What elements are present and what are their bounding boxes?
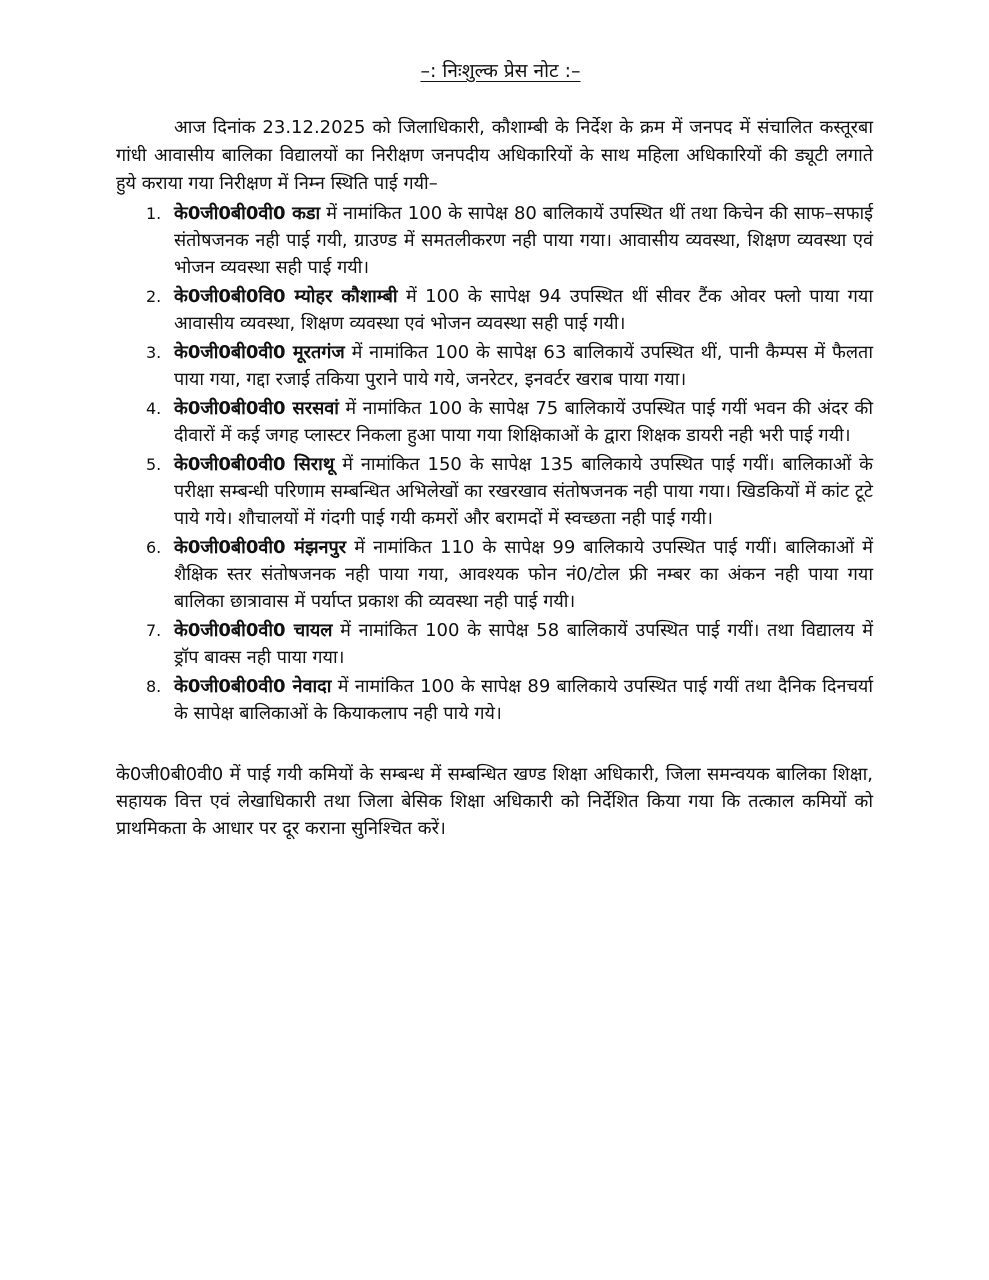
- list-item: [116, 673, 873, 727]
- item-text: में नामांकित 100 के सापेक्ष 58 बालिकायें उपस्थित पाई गयीं। तथा विद्यालय में ड्रॉप बाक्स नही पाया गया।: [174, 620, 873, 668]
- closing-paragraph: के0जी0बी0वी0 में पाई गयी कमियों के सम्बन्ध में सम्बन्धित खण्ड शिक्षा अधिकारी, जिला समन्वयक बालिका शिक्षा, सहायक वित्त एवं लेखाधिकारी तथा जिला बेसिक शिक्षा अधिकारी को निर्देशित किया गया कि तत्काल कमियों को प्राथमिकता के आधार पर दूर कराना सुनिश्चित करें।: [116, 764, 873, 839]
- item-text: में नामांकित 150 के सापेक्ष 135 बालिकाये उपस्थित पाई गयीं। बालिकाओं के परीक्षा सम्बन्धी परिणाम सम्बन्धित अभिलेखों का रखरखाव संतोषजनक नही पाया गया। खिडकियों में कांट टूटे पाये गये। शौचालयों में गंदगी पाई गयी कमरों और बरामदों में स्वच्छता नही पाई गयी।: [174, 454, 873, 529]
- item-text: में नामांकित 100 के सापेक्ष 80 बालिकायें उपस्थित थीं तथा किचेन की साफ–सफाई संतोषजनक नही पाई गयी, ग्राउण्ड में समतलीकरण नही पाया गया। आवासीय व्यवस्था, शिक्षण व्यवस्था एवं भोजन व्यवस्था सही पाई गयी।: [174, 203, 873, 278]
- inspection-list: [116, 200, 873, 727]
- school-name: के0जी0बी0वी0 सिराथू: [174, 454, 335, 475]
- item-text: में नामांकित 100 के सापेक्ष 63 बालिकायें उपस्थित थीं, पानी कैम्पस में फैलता पाया गया, गद्दा रजाई तकिया पुराने पाये गये, जनरेटर, इनवर्टर खराब पाया गया।: [174, 342, 873, 390]
- list-item: [116, 451, 873, 532]
- school-name: के0जी0बी0वी0 सरसवां: [174, 398, 339, 419]
- school-name: के0जी0बी0वि0 म्योहर कौशाम्बी: [174, 286, 398, 307]
- school-name: के0जी0बी0वी0 मूरतगंज: [174, 342, 345, 363]
- school-name: के0जी0बी0वी0 चायल: [174, 620, 333, 641]
- page-title: –: निःशुल्क प्रेस नोट :–: [420, 60, 581, 82]
- list-item: [116, 283, 873, 337]
- list-item: [116, 339, 873, 393]
- intro-paragraph: आज दिनांक 23.12.2025 को जिलाधिकारी, कौशाम्बी के निर्देश के क्रम में जनपद में संचालित कस्तूरबा गांधी आवासीय बालिका विद्यालयों का निरीक्षण जनपदीय अधिकारियों के साथ महिला अधिकारियों की ड्यूटी लगाते हुये कराया गया निरीक्षण में निम्न स्थिति पाई गयी–: [116, 117, 873, 194]
- list-item: [116, 200, 873, 281]
- item-number: 7.: [146, 621, 162, 640]
- item-number: 6.: [146, 538, 162, 557]
- school-name: के0जी0बी0वी0 कडा: [174, 203, 321, 224]
- list-item: [116, 534, 873, 615]
- school-name: के0जी0बी0वी0 मंझनपुर: [174, 537, 347, 558]
- school-name: के0जी0बी0वी0 नेवादा: [174, 676, 332, 697]
- item-number: 5.: [146, 455, 162, 474]
- item-number: 8.: [146, 677, 162, 696]
- item-text: में नामांकित 110 के सापेक्ष 99 बालिकाये उपस्थित पाई गयीं। बालिकाओं में शैक्षिक स्तर संतोषजनक नही पाया गया, आवश्यक फोन नं0/टोल फ्री नम्बर का अंकन नही पाया गया बालिका छात्रावास में पर्याप्त प्रकाश की व्यवस्था नही पाई गयी।: [174, 537, 873, 612]
- item-text: में 100 के सापेक्ष 94 उपस्थित थीं सीवर टैंक ओवर फ्लो पाया गया आवासीय व्यवस्था, शिक्षण व्यवस्था एवं भोजन व्यवस्था सही पाई गयी।: [174, 286, 874, 334]
- item-number: 4.: [146, 399, 162, 418]
- item-text: में नामांकित 100 के सापेक्ष 75 बालिकायें उपस्थित पाई गयीं भवन की अंदर की दीवारों में कई जगह प्लास्टर निकला हुआ पाया गया शिक्षिकाओं के द्वारा शिक्षक डायरी नही भरी पाई गयी।: [174, 398, 873, 446]
- item-number: 2.: [146, 287, 162, 306]
- item-number: 1.: [146, 204, 162, 223]
- list-item: [116, 395, 873, 449]
- list-item: [116, 617, 873, 671]
- item-text: में नामांकित 100 के सापेक्ष 89 बालिकाये उपस्थित पाई गयीं तथा दैनिक दिनचर्या के सापेक्ष बालिकाओं के कियाकलाप नही पाये गये।: [174, 676, 873, 724]
- item-number: 3.: [146, 343, 162, 362]
